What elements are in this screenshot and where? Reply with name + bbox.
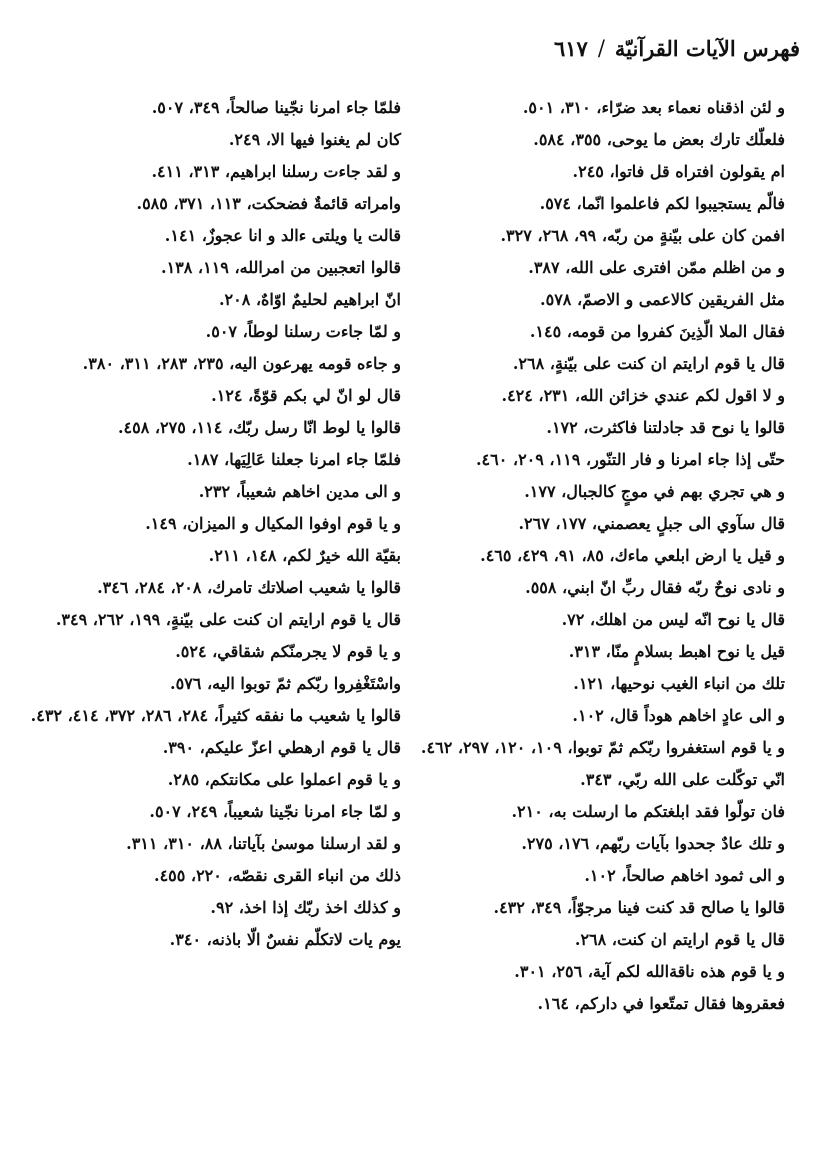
verse-entry: قالوا يا شعيب اصلاتك تامرك، ٢٠٨، ٢٨٤، ٣٤٦. <box>97 578 401 597</box>
verse-entry: قال يا قوم ارايتم ان كنت، ٢٦٨. <box>574 930 785 949</box>
header-title: فهرس الآيات القرآنيّة <box>614 35 800 61</box>
verse-entry: و نادى نوحٌ ربّه فقال ربِّ انّ ابني، ٥٥٨. <box>525 578 785 597</box>
verse-entry: واسْتَغْفِروا ربّكم ثمّ توبوا اليه، ٥٧٦. <box>170 674 401 693</box>
verse-entry: كان لم يغنوا فيها الا، ٢٤٩. <box>228 130 401 149</box>
verse-entry: و جاءه قومه يهرعون اليه، ٢٣٥، ٢٨٣، ٣١١، ٣٨٠. <box>82 354 401 373</box>
verse-entry: يوم يات لاتكلّم نفسٌ الّا باذنه، ٣٤٠. <box>169 930 401 949</box>
verse-entry: ذلك من انباء القرى نقصّه، ٢٢٠، ٤٥٥. <box>153 866 401 885</box>
verse-entry: قال يا قوم ارايتم ان كنت على بيّنةٍ، ١٩٩، ٢٦٢، ٣٤٩. <box>55 610 401 629</box>
verse-entry: وامراته قائمةٌ فضحكت، ١١٣، ٣٧١، ٥٨٥. <box>136 194 401 213</box>
verse-entry: و يا قوم هذه ناقةالله لكم آية، ٢٥٦، ٣٠١. <box>514 962 785 981</box>
verse-entry: و كذلك اخذ ربّك إذا اخذ، ٩٢. <box>210 898 401 917</box>
verse-entry: ام يقولون افتراه قل فاتوا، ٢٤٥. <box>572 162 785 181</box>
verse-entry: و تلك عادٌ جحدوا بآيات ربّهم، ١٧٦، ٢٧٥. <box>521 834 785 853</box>
verse-entry: فلعلّك تارك بعض ما يوحى، ٣٥٥، ٥٨٤. <box>533 130 785 149</box>
verse-entry: تلك من انباء الغيب نوحيها، ١٢١. <box>573 674 785 693</box>
verse-entry: انّ ابراهيم لحليمٌ اوّاهٌ، ٢٠٨. <box>218 290 401 309</box>
verse-entry: و لمّا جاء امرنا نجّينا شعيباً، ٢٤٩، ٥٠٧. <box>149 802 401 821</box>
verse-entry: و لقد ارسلنا موسىٰ بآياتنا، ٨٨، ٣١٠، ٣١١. <box>126 834 401 853</box>
verse-entry: فعقروها فقال تمتّعوا في داركم، ١٦٤. <box>537 994 785 1013</box>
verse-entry: فلمّا جاء امرنا نجّينا صالحاً، ٣٤٩، ٥٠٧. <box>151 98 401 117</box>
verse-entry: قالوا يا لوط انّا رسل ربّك، ١١٤، ٢٧٥، ٤٥٨. <box>117 418 401 437</box>
page-number: ٦١٧ <box>553 35 588 61</box>
verse-entry: قال يا نوح انّه ليس من اهلك، ٧٢. <box>561 610 785 629</box>
verse-entry: حتّى إذا جاء امرنا و فار التنّور، ١١٩، ٢٠٩، ٤٦٠. <box>475 450 785 469</box>
verse-entry: و يا قوم اعملوا على مكانتكم، ٢٨٥. <box>167 770 401 789</box>
verse-entry: و الى مدين اخاهم شعيباً، ٢٣٢. <box>198 482 401 501</box>
verse-entry: مثل الفريقين كالاعمى و الاصمّ، ٥٧٨. <box>540 290 785 309</box>
verse-entry: قالت يا ويلتى ءالد و انا عجوزٌ، ١٤١. <box>164 226 401 245</box>
verse-entry: و لقد جاءت رسلنا ابراهيم، ٣١٣، ٤١١. <box>151 162 401 181</box>
verse-entry: افمن كان على بيّنةٍ من ربّه، ٩٩، ٢٦٨، ٣٢٧. <box>500 226 785 245</box>
verse-entry: و يا قوم لا يجرمنّكم شقاقي، ٥٢٤. <box>175 642 401 661</box>
left-column <box>29 92 401 956</box>
verse-entry: قيل يا نوح اهبط بسلامٍ منّا، ٣١٣. <box>568 642 785 661</box>
right-column <box>417 92 785 1020</box>
verse-entry: و الى ثمود اخاهم صالحاً، ١٠٢. <box>584 866 785 885</box>
verse-entry: و لمّا جاءت رسلنا لوطاً، ٥٠٧. <box>205 322 401 341</box>
verse-entry: قال لو انّ لي بكم قوّةً، ١٢٤. <box>211 386 401 405</box>
verse-entry: و يا قوم اوفوا المكيال و الميزان، ١٤٩. <box>145 514 401 533</box>
verse-entry: و قيل يا ارض ابلعي ماءك، ٨٥، ٩١، ٤٢٩، ٤٦٥. <box>480 546 785 565</box>
verse-entry: انّي توكّلت على الله ربّي، ٣٤٣. <box>580 770 785 789</box>
verse-entry: و من اظلم ممّن افترى على الله، ٣٨٧. <box>528 258 785 277</box>
header-separator: / <box>597 36 605 60</box>
verse-entry: قال سآوي الى جبلٍ يعصمني، ١٧٧، ٢٦٧. <box>518 514 785 533</box>
verse-entry: قالوا يا صالح قد كنت فينا مرجوّاً، ٣٤٩، ٤٣٢. <box>493 898 785 917</box>
page-header <box>40 30 800 66</box>
verse-entry: فلمّا جاء امرنا جعلنا عَالِيَها، ١٨٧. <box>187 450 401 469</box>
verse-entry: و هي تجري بهم في موجٍ كالجبال، ١٧٧. <box>524 482 785 501</box>
verse-entry: فالّم يستجيبوا لكم فاعلموا انّما، ٥٧٤. <box>539 194 785 213</box>
verse-entry: قالوا يا شعيب ما نفقه كثيراً، ٢٨٤، ٢٨٦، ٣٧٢، ٤١٤، ٤٣٢. <box>30 706 401 725</box>
verse-entry: قال يا قوم ارهطي اعزّ عليكم، ٣٩٠. <box>162 738 401 757</box>
verse-entry: فقال الملا الّذِينَ كفروا من قومه، ١٤٥. <box>529 322 785 341</box>
verse-entry: بقيّة الله خيرٌ لكم، ١٤٨، ٢١١. <box>208 546 401 565</box>
verse-entry: و لا اقول لكم عندي خزائن الله، ٢٣١، ٤٢٤. <box>501 386 785 405</box>
verse-entry: قال يا قوم ارايتم ان كنت على بيّنةٍ، ٢٦٨. <box>512 354 785 373</box>
verse-entry: قالوا اتعجبين من امرالله، ١١٩، ١٣٨. <box>161 258 401 277</box>
verse-entry: و لئن اذقناه نعماء بعد ضرّاء، ٣١٠، ٥٠١. <box>522 98 785 117</box>
verse-entry: قالوا يا نوح قد جادلتنا فاكثرت، ١٧٢. <box>546 418 785 437</box>
verse-entry: و يا قوم استغفروا ربّكم ثمّ توبوا، ١٠٩، ١٢٠، ٢٩٧، ٤٦٢. <box>420 738 785 757</box>
verse-entry: فان تولّوا فقد ابلغتكم ما ارسلت به، ٢١٠. <box>511 802 785 821</box>
verse-entry: و الى عادٍ اخاهم هوداً قال، ١٠٢. <box>572 706 785 725</box>
